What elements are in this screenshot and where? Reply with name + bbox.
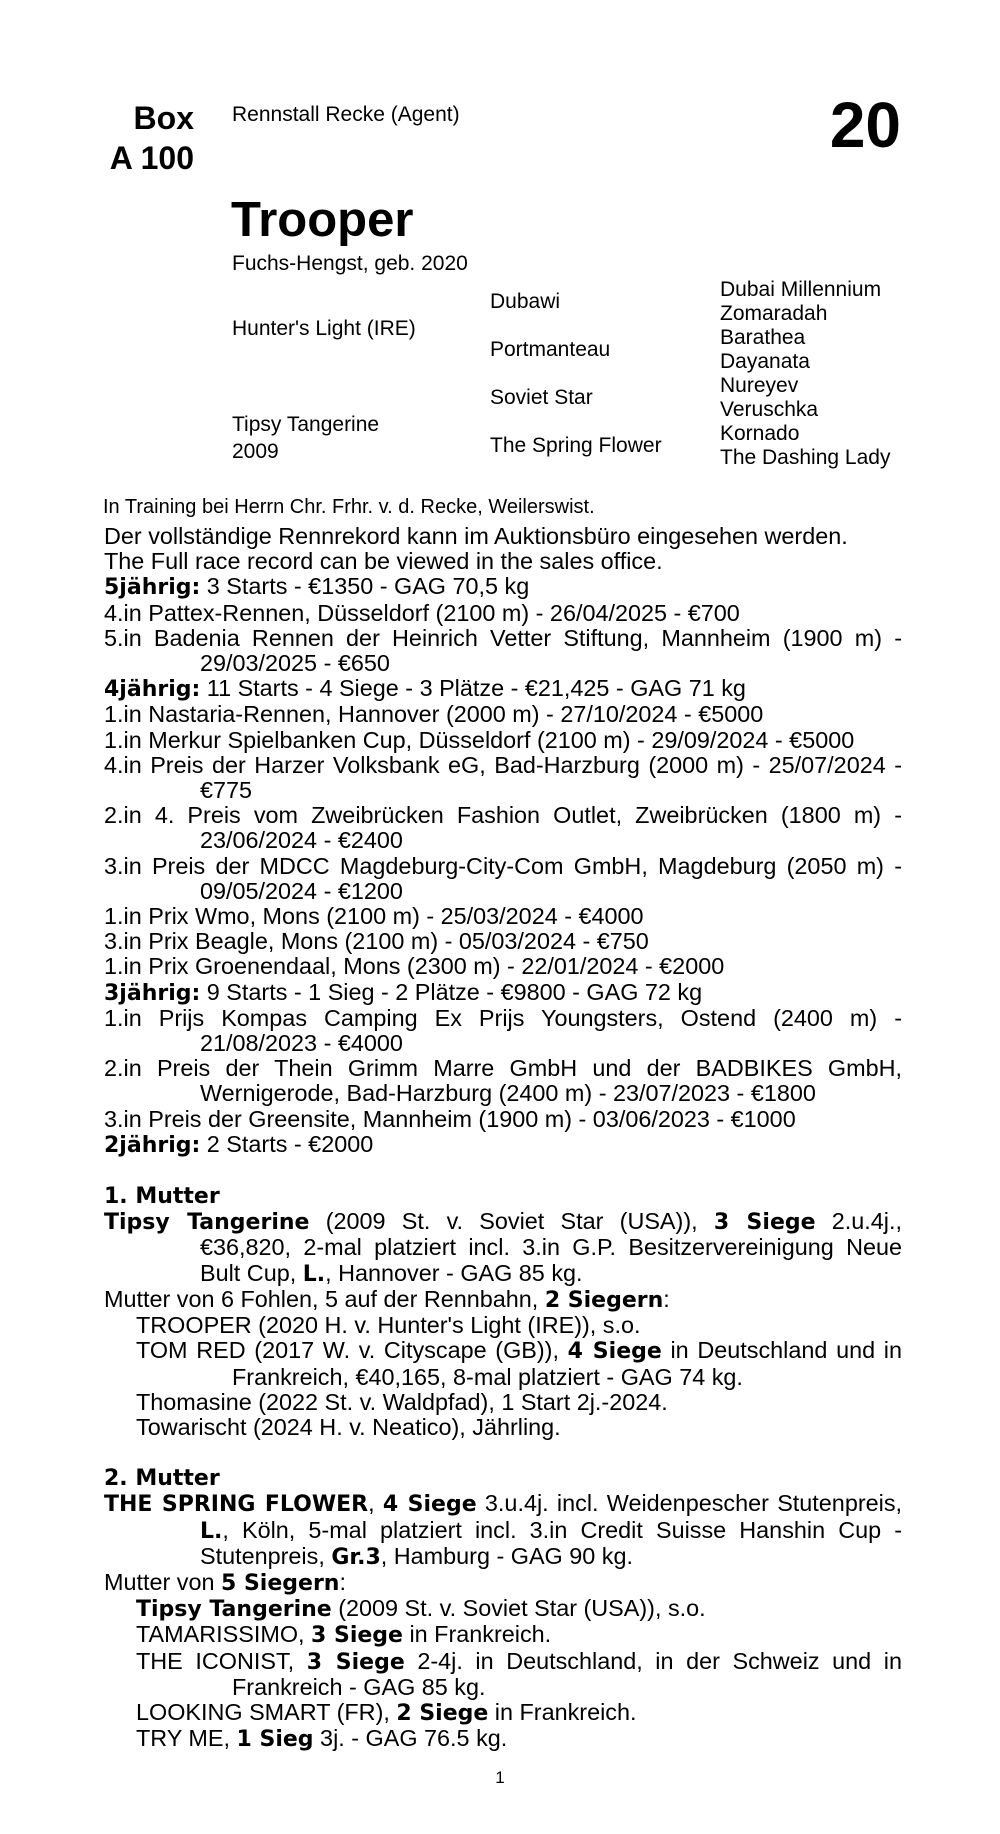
age4-label: 4jährig: [104, 677, 201, 703]
pedigree-gen3-4: Dayanata [720, 350, 810, 373]
dam1-listed: L. [302, 1261, 326, 1287]
offspring-text: TOM RED (2017 W. v. Cityscape (GB)), [136, 1337, 568, 1364]
race-line: 3.in Preis der Greensite, Mannheim (1900 m) - 03/06/2023 - €1000 [104, 1105, 796, 1132]
dam2-description [104, 1491, 902, 1570]
race-line: 5.in Badenia Rennen der Heinrich Vetter Stiftung, Mannheim (1900 m) - 29/03/2025 - €650 [104, 624, 902, 677]
offspring-wins: 1 Sieg [236, 1727, 314, 1753]
lot-number: 20 [829, 89, 901, 161]
dam1-produce-text: : [663, 1285, 670, 1312]
pedigree-dam-sire: Soviet Star [490, 386, 593, 409]
race-line: 1.in Prix Wmo, Mons (2100 m) - 25/03/2024 - €4000 [104, 903, 644, 930]
pedigree-sire: Hunter's Light (IRE) [232, 317, 416, 340]
record-note-en: The Full race record can be viewed in the sales office. [104, 548, 663, 575]
offspring-line: Towarischt (2024 H. v. Neatico), Jährling. [136, 1413, 561, 1440]
dam1-text: (2009 St. v. Soviet Star (USA)), [309, 1208, 714, 1235]
dam2-wins: 4 Siege [382, 1492, 477, 1518]
age2-summary-text: 2 Starts - €2000 [200, 1130, 374, 1157]
offspring-line [104, 1649, 902, 1700]
pedigree-gen3-8: The Dashing Lady [720, 446, 891, 469]
race-line: 1.in Merkur Spielbanken Cup, Düsseldorf (2100 m) - 29/09/2024 - €5000 [104, 726, 855, 753]
offspring-text: in Deutschland und in Frankreich, €40,165, 8-mal platziert - GAG 74 kg. [232, 1337, 902, 1390]
dam2-heading-text: 2. Mutter [104, 1466, 220, 1492]
pedigree-dam-dam: The Spring Flower [490, 434, 662, 457]
offspring-wins: 2 Siege [396, 1700, 489, 1726]
dam1-description [104, 1209, 902, 1287]
offspring-line [104, 1622, 902, 1648]
pedigree-dam-year: 2009 [232, 440, 279, 463]
offspring-text: in Frankreich. [488, 1698, 637, 1725]
box-label [103, 98, 194, 178]
race-line: 2.in 4. Preis vom Zweibrücken Fashion Outlet, Zweibrücken (1800 m) - 23/06/2024 - €2400 [104, 802, 902, 854]
offspring-line [104, 1700, 902, 1726]
dam2-text: , Köln, 5-mal platziert incl. 3.in Credit Suisse Hanshin Cup - Stutenpreis, [200, 1516, 902, 1569]
offspring-wins: 3 Siege [311, 1623, 403, 1649]
dam1-heading [104, 1183, 902, 1209]
age2-label: 2jährig: [104, 1132, 201, 1158]
consignor-agent: Rennstall Recke (Agent) [232, 103, 460, 126]
pedigree-sire-dam: Portmanteau [490, 338, 611, 361]
dam1-text: , Hannover - GAG 85 kg. [325, 1259, 583, 1286]
horse-description: Fuchs-Hengst, geb. 2020 [232, 252, 468, 275]
race-line: 2.in Preis der Thein Grimm Marre GmbH und der BADBIKES GmbH, Wernigerode, Bad-Harzburg (2400 m) - 23/07/2023 - €1800 [104, 1055, 902, 1107]
race-line: 4.in Preis der Harzer Volksbank eG, Bad-Harzburg (2000 m) - 25/07/2024 - €775 [104, 751, 902, 804]
dam2-heading [104, 1465, 902, 1491]
offspring-line [104, 1596, 902, 1622]
training-note: In Training bei Herrn Chr. Frhr. v. d. Recke, Weilerswist. [103, 496, 595, 518]
age4-summary-text: 11 Starts - 4 Siege - 3 Plätze - €21,425 - GAG 71 kg [200, 675, 746, 702]
pedigree-sire-sire: Dubawi [490, 290, 561, 313]
offspring-text: LOOKING SMART (FR), [136, 1698, 397, 1725]
dam1-text: 2.u.4j., €36,820, 2-mal platziert incl. 3.in G.P. Besitzervereinigung Neue Bult Cup, [200, 1208, 902, 1286]
horse-name: Trooper [231, 193, 414, 247]
pedigree-gen3-5: Nureyev [720, 374, 799, 397]
dam2-text: , [368, 1490, 383, 1517]
dam2-text: 3.u.4j. incl. Weidenpescher Stutenpreis, [476, 1490, 903, 1517]
dam1-produce-winners: 2 Siegern [544, 1287, 664, 1313]
age3-label: 3jährig: [104, 980, 201, 1006]
offspring-name: Tipsy Tangerine [136, 1597, 332, 1623]
dam1-heading-text: 1. Mutter [104, 1184, 220, 1210]
race-line: 3.in Prix Beagle, Mons (2100 m) - 05/03/2024 - €750 [104, 928, 649, 955]
offspring-text: THE ICONIST, [136, 1647, 307, 1674]
dam2-text: , Hamburg - GAG 90 kg. [380, 1542, 633, 1569]
offspring-text: TAMARISSIMO, [136, 1621, 312, 1648]
box-label-line1: Box [133, 100, 194, 136]
offspring-line: Thomasine (2022 St. v. Waldpfad), 1 Start 2j.-2024. [136, 1388, 668, 1415]
dam1-produce [104, 1287, 902, 1313]
dam2-produce-winners: 5 Siegern [221, 1570, 340, 1596]
dam2-produce-text: : [339, 1568, 346, 1595]
record-note-de: Der vollständige Rennrekord kann im Auktionsbüro eingesehen werden. [104, 523, 848, 549]
offspring-text: in Frankreich. [402, 1621, 552, 1648]
page-number: 1 [495, 1768, 505, 1787]
dam2-listed: L. [200, 1518, 223, 1544]
offspring-text: 3j. - GAG 76.5 kg. [313, 1725, 508, 1752]
age2-summary [104, 1132, 902, 1158]
pedigree-gen3-7: Kornado [720, 422, 800, 445]
age5-label: 5jährig: [104, 575, 201, 601]
pedigree-dam: Tipsy Tangerine [232, 413, 380, 436]
offspring-text: 2-4j. in Deutschland, in der Schweiz und in Frankreich - GAG 85 kg. [232, 1647, 902, 1700]
dam2-produce [104, 1570, 902, 1596]
race-line: 1.in Prix Groenendaal, Mons (2300 m) - 22/01/2024 - €2000 [104, 953, 725, 980]
race-line: 3.in Preis der MDCC Magdeburg-City-Com GmbH, Magdeburg (2050 m) - 09/05/2024 - €1200 [104, 852, 902, 904]
age3-summary [104, 980, 902, 1006]
dam1-produce-text: Mutter von 6 Fohlen, 5 auf der Rennbahn, [104, 1285, 545, 1312]
offspring-line [104, 1726, 902, 1752]
pedigree-gen3-6: Veruschka [720, 398, 819, 421]
age4-summary [104, 676, 902, 702]
pedigree-gen3-1: Dubai Millennium [720, 278, 882, 301]
offspring-text: TRY ME, [136, 1725, 237, 1752]
pedigree-gen3-2: Zomaradah [720, 302, 828, 325]
offspring-line [104, 1338, 902, 1389]
offspring-wins: 4 Siege [567, 1339, 662, 1365]
dam1-name: Tipsy Tangerine [104, 1210, 310, 1236]
race-line: 1.in Nastaria-Rennen, Hannover (2000 m) - 27/10/2024 - €5000 [104, 701, 764, 728]
catalogue-body [104, 524, 902, 1752]
race-line: 4.in Pattex-Rennen, Düsseldorf (2100 m) - 26/04/2025 - €700 [104, 599, 740, 626]
race-line: 1.in Prijs Kompas Camping Ex Prijs Youngsters, Ostend (2400 m) - 21/08/2023 - €4000 [104, 1004, 902, 1057]
offspring-line: TROOPER (2020 H. v. Hunter's Light (IRE)), s.o. [136, 1312, 641, 1339]
offspring-wins: 3 Siege [306, 1649, 405, 1675]
pedigree-gen3-3: Barathea [720, 326, 806, 349]
dam1-wins: 3 Siege [713, 1210, 816, 1236]
age5-summary [104, 574, 902, 600]
dam2-group: Gr.3 [331, 1544, 381, 1570]
age3-summary-text: 9 Starts - 1 Sieg - 2 Plätze - €9800 - GAG 72 kg [200, 978, 703, 1005]
dam2-name: THE SPRING FLOWER [104, 1492, 369, 1518]
age5-summary-text: 3 Starts - €1350 - GAG 70,5 kg [200, 573, 530, 600]
offspring-text: (2009 St. v. Soviet Star (USA)), s.o. [331, 1595, 706, 1622]
dam2-produce-text: Mutter von [104, 1568, 221, 1595]
box-label-line2: A 100 [109, 140, 194, 176]
